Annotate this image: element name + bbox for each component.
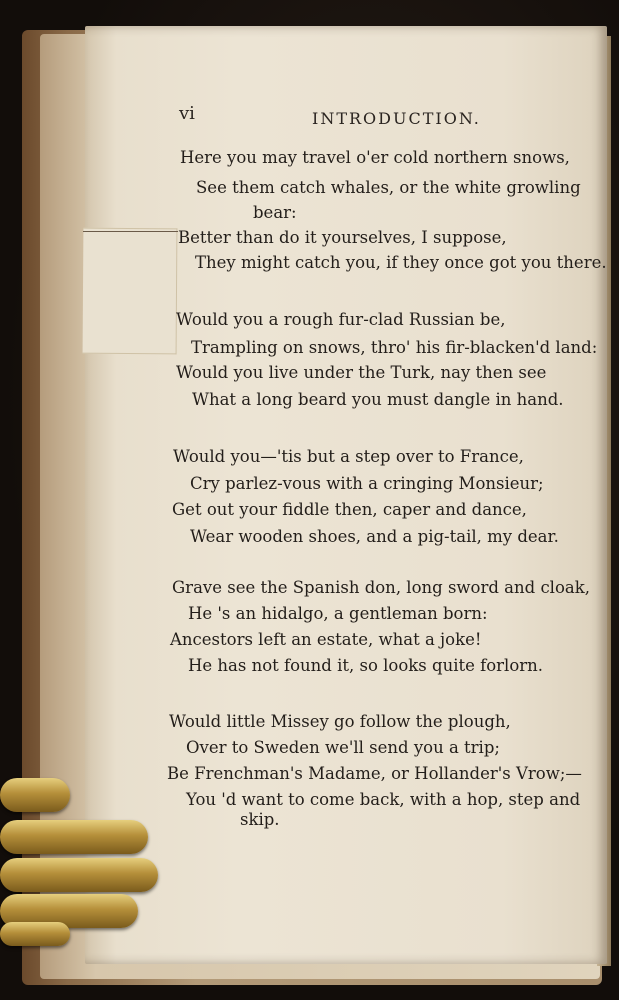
poem-line: They might catch you, if they once got you there.	[195, 253, 607, 272]
poem-line: bear:	[253, 203, 297, 222]
poem-line: Would little Missey go follow the plough,	[169, 712, 511, 731]
brass-hand-bookweight	[0, 770, 165, 950]
poem-line: You 'd want to come back, with a hop, step and	[186, 790, 581, 809]
page-number: vi	[179, 103, 195, 124]
poem-line: Better than do it yourselves, I suppose,	[178, 228, 507, 247]
poem-line: Wear wooden shoes, and a pig-tail, my dear.	[190, 527, 559, 546]
poem-line: Grave see the Spanish don, long sword and cloak,	[172, 578, 590, 597]
brass-finger	[0, 858, 158, 892]
poem-line: Would you live under the Turk, nay then see	[176, 363, 547, 382]
poem-line: He 's an hidalgo, a gentleman born:	[188, 604, 488, 623]
poem-line: Would you—'tis but a step over to France,	[173, 447, 524, 466]
poem-line: See them catch whales, or the white growling	[196, 178, 581, 197]
running-title: INTRODUCTION.	[312, 109, 481, 128]
poem-line: Get out your fiddle then, caper and dance,	[172, 500, 527, 519]
poem-line: Here you may travel o'er cold northern snows,	[180, 148, 570, 167]
poem-line: Cry parlez-vous with a cringing Monsieur;	[190, 474, 544, 493]
poem-line: Be Frenchman's Madame, or Hollander's Vrow;—	[167, 764, 582, 783]
brass-finger	[0, 778, 70, 812]
poem-line: Would you a rough fur-clad Russian be,	[176, 310, 506, 329]
poem-line: Trampling on snows, thro' his fir-blacken'd land:	[191, 338, 598, 357]
poem-line: skip.	[240, 810, 280, 829]
poem-line: Over to Sweden we'll send you a trip;	[186, 738, 500, 757]
brass-finger	[0, 820, 148, 854]
poem-line: What a long beard you must dangle in hand.	[192, 390, 564, 409]
brass-finger	[0, 922, 70, 946]
poem-line: He has not found it, so looks quite forlorn.	[188, 656, 544, 675]
poem-line: Ancestors left an estate, what a joke!	[170, 630, 482, 649]
